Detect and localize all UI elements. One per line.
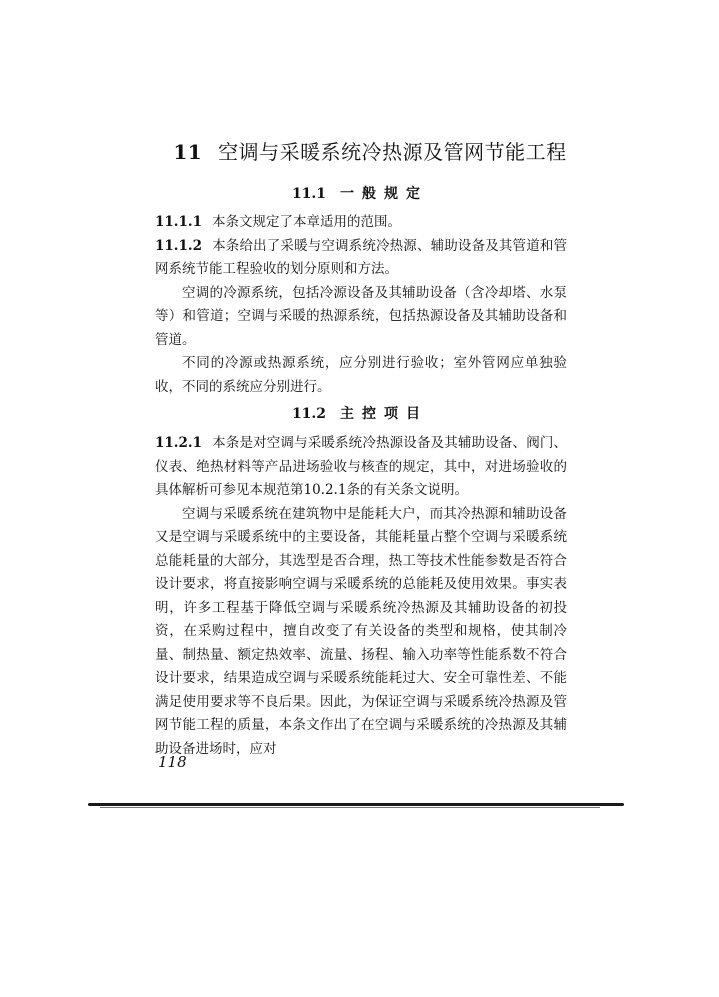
section-number: 11.2 (291, 406, 327, 422)
section-title-text: 主控项目 (340, 406, 429, 422)
section-title-11-2 (155, 403, 565, 423)
clause-number: 11.2.1 (155, 435, 202, 451)
clause-number: 11.1.1 (155, 214, 202, 230)
chapter-title (155, 136, 585, 165)
chapter-number: 11 (173, 140, 203, 164)
section-title-text: 一般规定 (340, 186, 429, 202)
section-11-2-body (155, 432, 567, 761)
clause-11-1-1 (155, 211, 567, 235)
chapter-title-text: 空调与采暖系统冷热源及管网节能工程 (218, 140, 567, 164)
bottom-rule (88, 803, 624, 806)
section-title-11-1 (155, 183, 565, 203)
paragraph: 空调的冷源系统，包括冷源设备及其辅助设备（含冷却塔、水泵等）和管道；空调与采暖的热源系统，包括热源设备及其辅助设备和管道。 (155, 284, 567, 348)
clause-11-1-2 (155, 235, 567, 282)
clause-11-2-1 (155, 432, 567, 503)
clause-text: 本条文规定了本章适用的范围。 (211, 214, 401, 230)
section-number: 11.1 (291, 186, 327, 202)
paragraph: 不同的冷源或热源系统，应分别进行验收；室外管网应单独验收，不同的系统应分别进行。 (155, 355, 567, 395)
paragraph: 空调与采暖系统在建筑物中是能耗大户，而其冷热源和辅助设备又是空调与采暖系统中的主要设备，其能耗量占整个空调与采暖系统总能耗量的大部分，其选型是否合理，热工等技术性能参数是否符合设计要求，将直接影响空调与采暖系统的总能耗及使用效果。事实表明，许多工程基于降低空调与采暖系统冷热源及其辅助设备的初投资，在采购过程中，擅自改变了有关设备的类型和规格，使其制冷量、制热量、额定热效率、流量、扬程、输入功率等性能系数不符合设计要求，结果造成空调与采暖系统能耗过大、安全可靠性差、不能满足使用要求等不良后果。因此，为保证空调与采暖系统冷热源及管网节能工程的质量，本条文作出了在空调与采暖系统的冷热源及其辅助设备进场时，应对 (155, 505, 567, 757)
bottom-rule-shadow (100, 807, 600, 808)
clause-number: 11.1.2 (155, 237, 202, 254)
clause-text: 本条给出了采暖与空调系统冷热源、辅助设备及其管道和管网系统节能工程验收的划分原则和方法。 (155, 237, 567, 277)
page-number: 118 (158, 753, 187, 771)
clause-text: 本条是对空调与采暖系统冷热源设备及其辅助设备、阀门、仪表、绝热材料等产品进场验收与核查的规定，其中，对进场验收的具体解析可参见本规范第10.2.1条的有关条文说明。 (155, 435, 567, 498)
section-11-1-body (155, 211, 567, 399)
